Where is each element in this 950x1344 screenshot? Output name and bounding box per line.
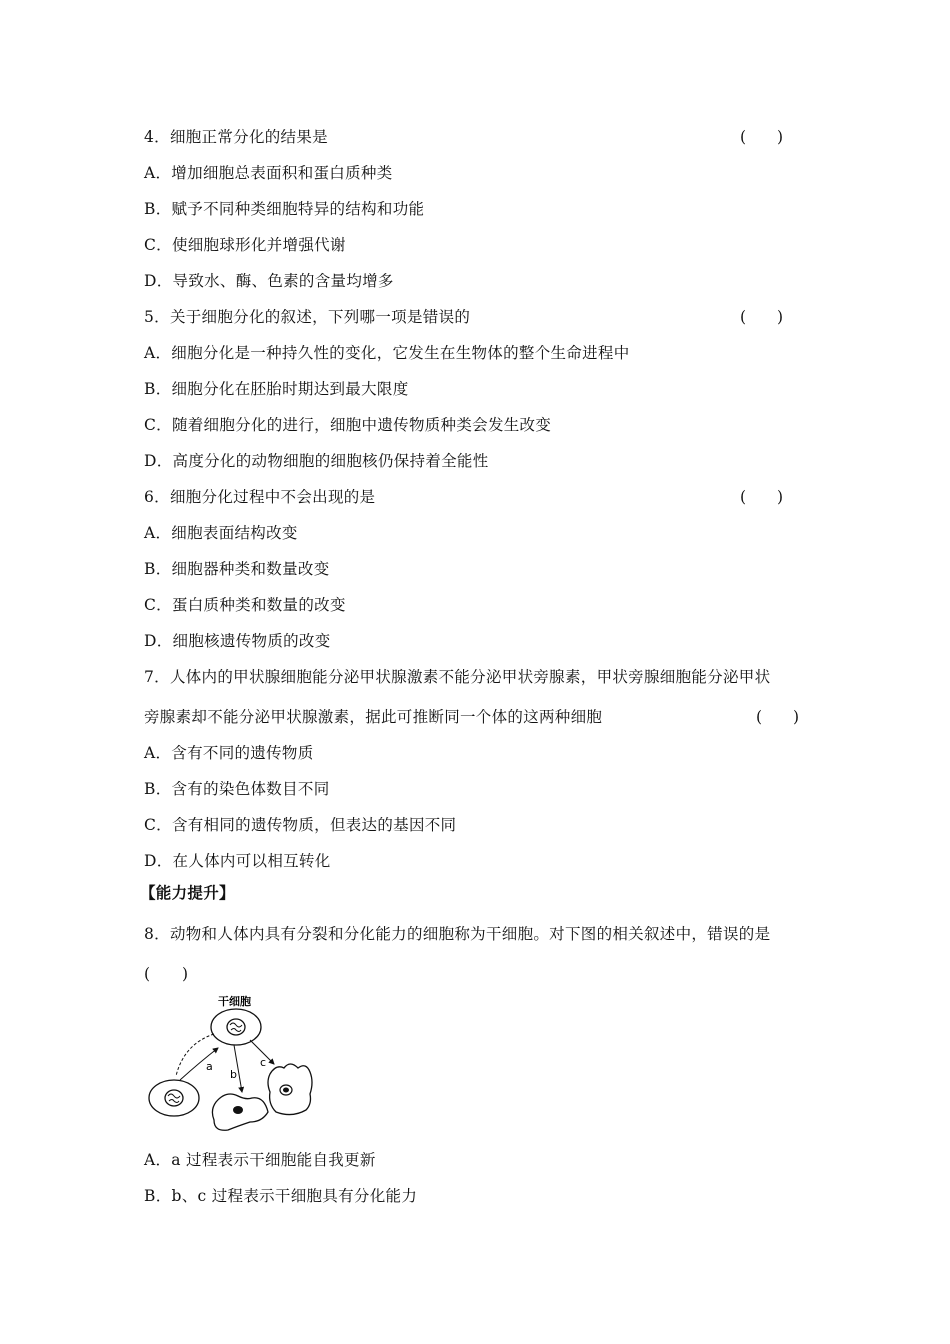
q4-answer-paren: ( ) bbox=[740, 128, 784, 146]
q5-option-d: D．高度分化的动物细胞的细胞核仍保持着全能性 bbox=[144, 452, 489, 470]
q4-option-b: B．赋予不同种类细胞特异的结构和功能 bbox=[144, 200, 425, 218]
q4-option-c: C．使细胞球形化并增强代谢 bbox=[144, 236, 346, 254]
q5-option-c: C．随着细胞分化的进行，细胞中遗传物质种类会发生改变 bbox=[144, 416, 552, 434]
q7-option-a: A．含有不同的遗传物质 bbox=[144, 744, 314, 762]
label-c: c bbox=[260, 1056, 267, 1069]
q7-stem-line1: 7．人体内的甲状腺细胞能分泌甲状腺激素不能分泌甲状旁腺素，甲状旁腺细胞能分泌甲状 bbox=[144, 668, 771, 686]
q7-option-c: C．含有相同的遗传物质，但表达的基因不同 bbox=[144, 816, 457, 834]
q5-stem: 5．关于细胞分化的叙述，下列哪一项是错误的 bbox=[144, 308, 471, 326]
renewed-stem-cell bbox=[149, 1080, 199, 1116]
q6-option-c: C．蛋白质种类和数量的改变 bbox=[144, 596, 346, 614]
q6-answer-paren: ( ) bbox=[740, 488, 784, 506]
q6-option-a: A．细胞表面结构改变 bbox=[144, 524, 298, 542]
q5-answer-paren: ( ) bbox=[740, 308, 784, 326]
q5-option-b: B．细胞分化在胚胎时期达到最大限度 bbox=[144, 380, 409, 398]
q7-option-d: D．在人体内可以相互转化 bbox=[144, 852, 331, 870]
label-a: a bbox=[206, 1060, 213, 1073]
q7-option-b: B．含有的染色体数目不同 bbox=[144, 780, 330, 798]
section-title: 【能力提升】 bbox=[140, 883, 235, 902]
stem-cell-diagram bbox=[140, 992, 340, 1144]
label-b: b bbox=[230, 1068, 237, 1081]
q7-stem-line2: 旁腺素却不能分泌甲状腺激素，据此可推断同一个体的这两种细胞 bbox=[144, 708, 603, 726]
q4-stem: 4．细胞正常分化的结果是 bbox=[144, 128, 328, 146]
q6-stem: 6．细胞分化过程中不会出现的是 bbox=[144, 488, 376, 506]
q6-option-b: B．细胞器种类和数量改变 bbox=[144, 560, 330, 578]
q4-option-a: A．增加细胞总表面积和蛋白质种类 bbox=[144, 164, 393, 182]
q8-option-b: B．b、c 过程表示干细胞具有分化能力 bbox=[144, 1187, 418, 1205]
stem-cell bbox=[211, 1009, 261, 1045]
q5-option-a: A．细胞分化是一种持久性的变化，它发生在生物体的整个生命进程中 bbox=[144, 344, 630, 362]
q8-stem: 8．动物和人体内具有分裂和分化能力的细胞称为干细胞。对下图的相关叙述中，错误的是 bbox=[144, 925, 771, 943]
diagram-title: 干细胞 bbox=[218, 995, 251, 1008]
q7-answer-paren: ( ) bbox=[756, 708, 800, 726]
q8-option-a: A．a 过程表示干细胞能自我更新 bbox=[144, 1151, 376, 1169]
q6-option-d: D．细胞核遗传物质的改变 bbox=[144, 632, 331, 650]
q8-answer-paren: ( ) bbox=[144, 965, 189, 983]
q4-option-d: D．导致水、酶、色素的含量均增多 bbox=[144, 272, 394, 290]
differentiated-cell-c bbox=[268, 1064, 312, 1115]
differentiated-cell-b bbox=[212, 1094, 268, 1130]
